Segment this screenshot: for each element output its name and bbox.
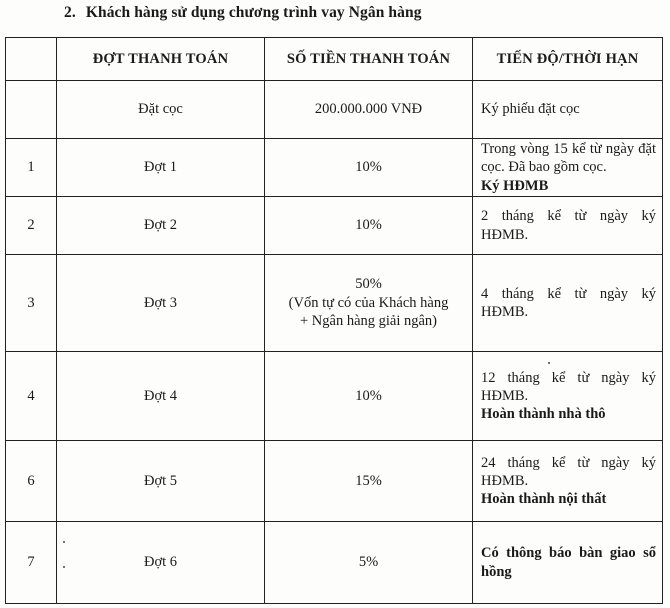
timeline-text: 4 tháng kể từ ngày ký HĐMB.: [481, 285, 656, 320]
section-title: Khách hàng sử dụng chương trình vay Ngân hàng: [85, 4, 422, 21]
table-row: [6, 352, 663, 441]
row-phase: Đợt 6: [57, 522, 265, 604]
row-timeline: [473, 522, 663, 604]
row-timeline: [473, 441, 663, 522]
amount-line: 15%: [355, 472, 382, 489]
timeline-text: Trong vòng 15 kể từ ngày đặt cọc. Đã bao gồm cọc.: [481, 141, 656, 176]
row-phase: Đợt 1: [57, 139, 265, 197]
table-header-row: [6, 38, 663, 81]
timeline-text: Ký phiếu đặt cọc: [481, 101, 580, 118]
table-row: [6, 522, 663, 604]
table-row: [6, 255, 663, 352]
payment-schedule-table: [5, 37, 663, 604]
amount-line: 200.000.000 VNĐ: [314, 101, 423, 118]
amount-line: + Ngân hàng giải ngân): [299, 313, 438, 330]
table-row: [6, 197, 663, 255]
row-index: 2: [6, 197, 57, 255]
row-phase: Đợt 3: [57, 255, 265, 352]
row-index: 6: [6, 441, 57, 522]
table-body: [6, 81, 663, 604]
scan-speck: [63, 566, 65, 568]
row-phase: Đợt 5: [57, 441, 265, 522]
header-timeline: TIẾN ĐỘ/THỜI HẠN: [473, 38, 663, 81]
amount-line: 10%: [355, 387, 382, 404]
row-phase: Đợt 4: [57, 352, 265, 441]
row-amount: [265, 197, 473, 255]
timeline-milestone: Hoàn thành nhà thô: [481, 406, 606, 423]
amount-line: 10%: [355, 159, 382, 176]
row-timeline: [473, 139, 663, 197]
row-amount: [265, 352, 473, 441]
row-timeline: [473, 255, 663, 352]
section-heading: [64, 4, 422, 22]
row-amount: [265, 522, 473, 604]
amount-line: 5%: [358, 554, 379, 571]
timeline-milestone: Hoàn thành nội thất: [481, 491, 607, 508]
timeline-text: 12 tháng kể từ ngày ký HĐMB.: [481, 369, 656, 404]
row-phase: Đặt cọc: [57, 81, 265, 139]
timeline-milestone: Ký HĐMB: [481, 177, 549, 194]
table-row: [6, 139, 663, 197]
table-row: [6, 441, 663, 522]
row-timeline: [473, 197, 663, 255]
row-index: 7: [6, 522, 57, 604]
timeline-text: 24 tháng kể từ ngày ký HĐMB.: [481, 454, 656, 489]
row-timeline: [473, 352, 663, 441]
row-amount: [265, 81, 473, 139]
row-index: 1: [6, 139, 57, 197]
amount-line: 10%: [355, 217, 382, 234]
timeline-text: 2 tháng kể từ ngày ký HĐMB.: [481, 208, 656, 243]
row-amount: [265, 255, 473, 352]
row-timeline: [473, 81, 663, 139]
scan-speck: [548, 362, 550, 364]
row-index: 4: [6, 352, 57, 441]
row-index: [6, 81, 57, 139]
header-index: [6, 38, 57, 81]
amount-line: (Vốn tự có của Khách hàng: [288, 294, 449, 311]
scan-speck: [63, 541, 65, 543]
amount-line: 50%: [355, 275, 382, 292]
header-amount: SỐ TIỀN THANH TOÁN: [265, 38, 473, 81]
section-number: 2.: [64, 4, 76, 21]
timeline-milestone: Có thông báo bàn giao sổ hồng: [481, 545, 656, 580]
row-amount: [265, 441, 473, 522]
row-index: 3: [6, 255, 57, 352]
row-phase: Đợt 2: [57, 197, 265, 255]
header-phase: ĐỢT THANH TOÁN: [57, 38, 265, 81]
row-amount: [265, 139, 473, 197]
table-row: [6, 81, 663, 139]
